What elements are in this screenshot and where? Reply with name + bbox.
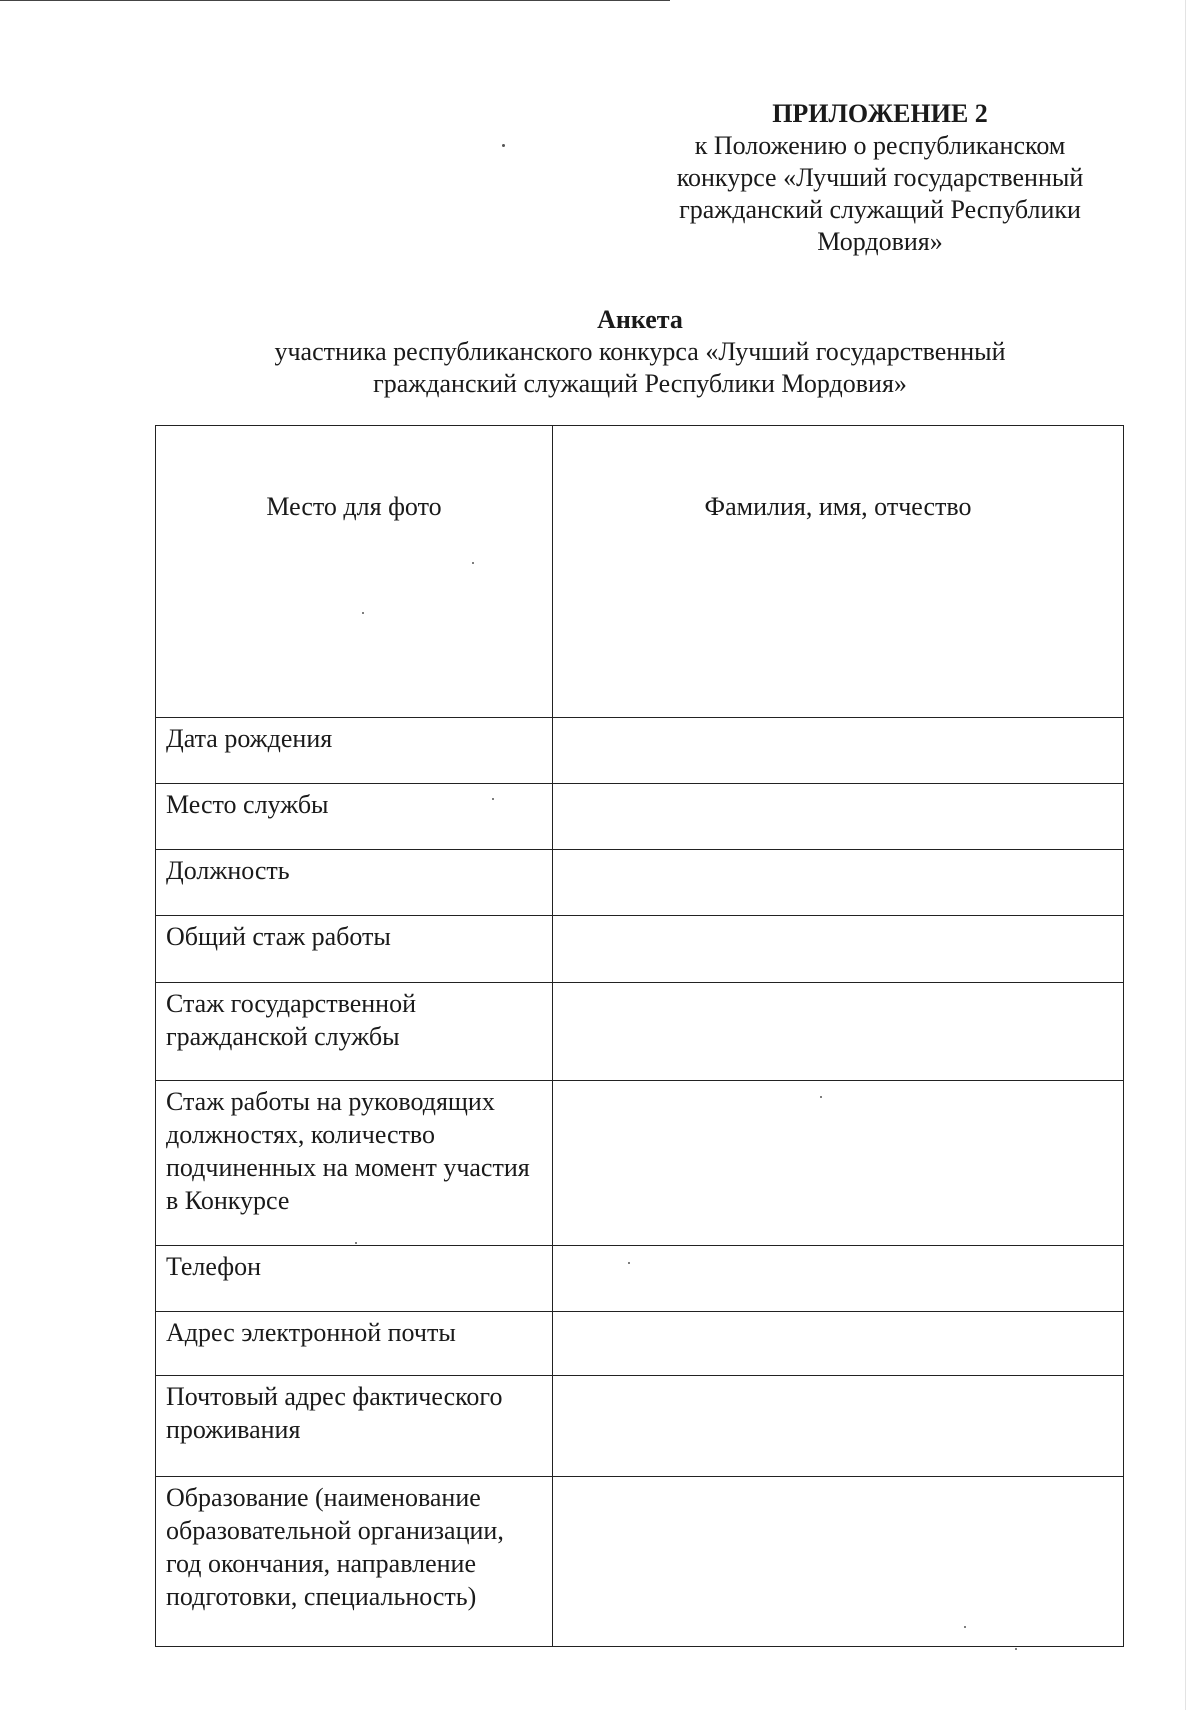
table-row [156,718,1124,784]
table-row [156,850,1124,916]
appendix-line: к Положению о республиканском [694,131,1066,160]
scan-speck [472,562,474,564]
row-label: Общий стаж работы [156,916,553,983]
form-subtitle-line: гражданский служащий Республики Мордовия» [373,369,907,398]
table-row [156,1081,1124,1246]
row-value-field[interactable] [553,1376,1124,1477]
scan-speck [964,1626,966,1628]
scan-speck [355,1242,357,1244]
scan-speck [1015,1648,1017,1650]
scan-speck [502,144,505,147]
form-heading [150,304,1130,400]
row-value-field[interactable] [553,1312,1124,1376]
table-row [156,916,1124,983]
table-header-row [156,426,1124,718]
fio-label: Фамилия, имя, отчество [704,492,972,521]
table-row [156,1246,1124,1312]
row-value-field[interactable] [553,1246,1124,1312]
row-label: Должность [156,850,553,916]
table-row [156,1477,1124,1647]
table-row [156,1312,1124,1376]
appendix-title: ПРИЛОЖЕНИЕ 2 [772,99,988,128]
row-value-field[interactable] [553,1081,1124,1246]
row-label: Адрес электронной почты [156,1312,553,1376]
questionnaire-table [155,425,1124,1647]
row-label: Место службы [156,784,553,850]
photo-placeholder [156,426,553,718]
scan-speck [820,1096,822,1098]
row-value-field[interactable] [553,1477,1124,1647]
appendix-line: Мордовия» [817,227,943,256]
fio-cell[interactable] [553,426,1124,718]
form-title: Анкета [597,305,683,334]
row-label: Почтовый адрес фактического проживания [156,1376,553,1477]
photo-label: Место для фото [266,492,442,521]
scan-speck [492,798,494,800]
row-value-field[interactable] [553,850,1124,916]
table-row [156,784,1124,850]
form-subtitle-line: участника республиканского конкурса «Лучший государственный [274,337,1006,366]
row-value-field[interactable] [553,916,1124,983]
row-label: Стаж работы на руководящих должностях, количество подчиненных на момент участия в Конкурсе [156,1081,553,1246]
appendix-line: гражданский служащий Республики [679,195,1081,224]
table-row [156,983,1124,1081]
row-label: Телефон [156,1246,553,1312]
appendix-line: конкурсе «Лучший государственный [676,163,1084,192]
row-value-field[interactable] [553,983,1124,1081]
row-label: Дата рождения [156,718,553,784]
scan-top-border [0,0,670,2]
scan-right-edge [1185,0,1186,1710]
row-value-field[interactable] [553,784,1124,850]
table-row [156,1376,1124,1477]
scan-speck [628,1262,630,1264]
row-label: Стаж государственной гражданской службы [156,983,553,1081]
row-label: Образование (наименование образовательной организации, год окончания, направление подготовки, специальность) [156,1477,553,1647]
appendix-block [600,98,1160,258]
row-value-field[interactable] [553,718,1124,784]
scan-speck [362,612,364,614]
